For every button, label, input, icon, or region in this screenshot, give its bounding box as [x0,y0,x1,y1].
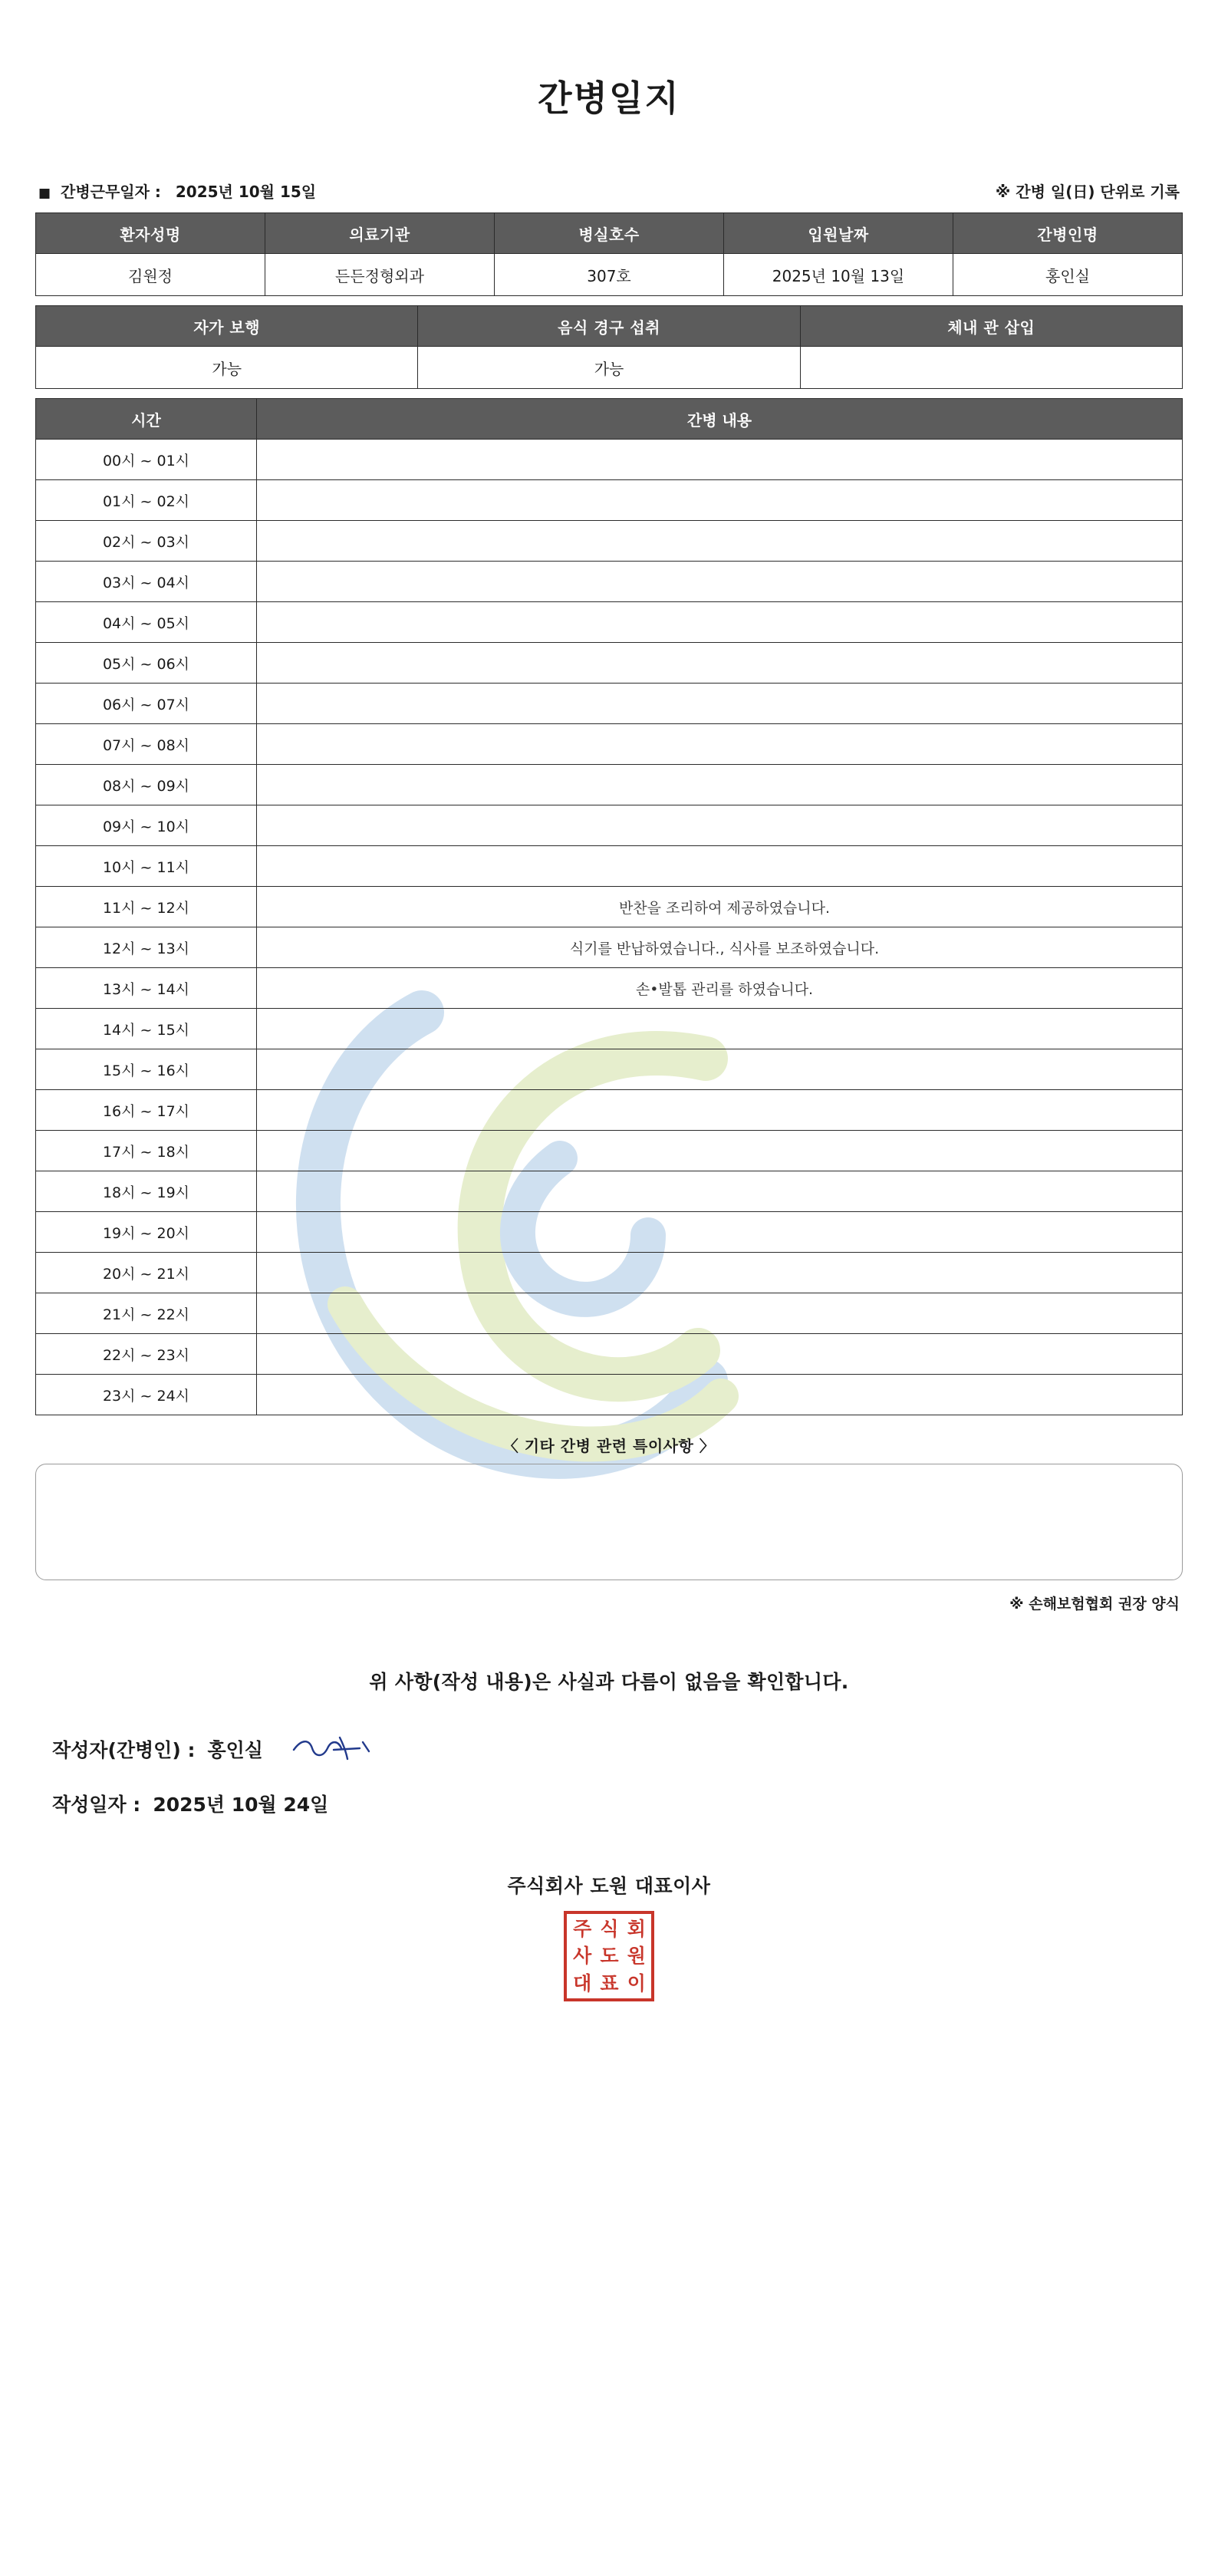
log-content[interactable] [257,1131,1183,1171]
table-row [36,521,1183,562]
log-content[interactable] [257,1212,1183,1253]
log-time: 16시 ~ 17시 [36,1090,257,1131]
record-unit-note: ※ 간병 일(日) 단위로 기록 [995,183,1180,201]
log-content[interactable] [257,1009,1183,1049]
log-content[interactable] [257,1293,1183,1334]
log-time: 17시 ~ 18시 [36,1131,257,1171]
table-row [36,480,1183,521]
table-row [36,1334,1183,1375]
confirmation-statement: 위 사항(작성 내용)은 사실과 다름이 없음을 확인합니다. [369,1671,849,1693]
col-header-care-content: 간병 내용 [257,399,1183,440]
page-title: 간병일지 [538,77,680,119]
stamp-char: 표 [600,1972,618,1995]
notes-input[interactable] [35,1464,1183,1580]
stamp-char: 식 [600,1917,618,1940]
table-row [36,347,1183,389]
work-date-value: 2025년 10월 15일 [175,183,317,201]
log-content[interactable] [257,562,1183,602]
col-header-room-number: 병실호수 [495,213,724,254]
log-time: 19시 ~ 20시 [36,1212,257,1253]
company-line: 주식회사 도원 대표이사 [507,1875,711,1897]
table-row [36,1009,1183,1049]
log-time: 21시 ~ 22시 [36,1293,257,1334]
value-oral-intake: 가능 [418,347,800,389]
value-caregiver-name: 홍인실 [953,254,1183,296]
log-time: 08시 ~ 09시 [36,765,257,805]
col-header-internal-tube: 체내 관 삽입 [800,306,1182,347]
stamp-wrapper [35,1911,1183,2001]
author-row [35,1731,1183,1767]
write-date-value: 2025년 10월 24일 [153,1794,329,1816]
patient-info-table [35,212,1183,296]
write-date-label: 작성일자 : [52,1794,141,1816]
log-content[interactable] [257,1049,1183,1090]
log-content[interactable] [257,440,1183,480]
table-row [36,1375,1183,1415]
log-time: 06시 ~ 07시 [36,684,257,724]
table-row [36,1090,1183,1131]
log-time: 11시 ~ 12시 [36,887,257,927]
notes-caption: 〈 기타 간병 관련 특이사항 〉 [502,1437,716,1455]
log-time: 12시 ~ 13시 [36,927,257,968]
table-row [36,887,1183,927]
log-time: 04시 ~ 05시 [36,602,257,643]
col-header-self-walking: 자가 보행 [36,306,418,347]
value-patient-name: 김원정 [36,254,265,296]
log-content[interactable] [257,1334,1183,1375]
table-row [36,1212,1183,1253]
signature-icon [289,1731,381,1767]
table-row [36,562,1183,602]
log-time: 13시 ~ 14시 [36,968,257,1009]
table-row [36,805,1183,846]
log-content[interactable] [257,846,1183,887]
value-medical-institution: 든든정형외과 [265,254,495,296]
table-row-header [36,306,1183,347]
col-header-time: 시간 [36,399,257,440]
work-date-label: 간병근무일자 : [61,183,161,201]
table-row [36,927,1183,968]
table-row-header [36,399,1183,440]
log-content[interactable]: 식기를 반납하였습니다., 식사를 보조하였습니다. [257,927,1183,968]
author-label: 작성자(간병인) : [52,1739,196,1761]
table-row [36,1293,1183,1334]
col-header-caregiver-name: 간병인명 [953,213,1183,254]
col-header-patient-name: 환자성명 [36,213,265,254]
log-content[interactable] [257,805,1183,846]
log-content[interactable] [257,1253,1183,1293]
value-room-number: 307호 [495,254,724,296]
form-source-note: ※ 손해보험협회 권장 양식 [1009,1596,1180,1612]
col-header-medical-institution: 의료기관 [265,213,495,254]
table-row [36,440,1183,480]
log-time: 18시 ~ 19시 [36,1171,257,1212]
stamp-char: 사 [573,1945,591,1968]
log-content[interactable] [257,602,1183,643]
table-row [36,602,1183,643]
log-content[interactable] [257,480,1183,521]
col-header-oral-intake: 음식 경구 섭취 [418,306,800,347]
work-date-line [38,180,316,202]
log-time: 22시 ~ 23시 [36,1334,257,1375]
company-seal-stamp [564,1911,654,2001]
table-row [36,1253,1183,1293]
log-content[interactable] [257,521,1183,562]
log-time: 03시 ~ 04시 [36,562,257,602]
value-internal-tube [800,347,1182,389]
table-row [36,846,1183,887]
log-time: 05시 ~ 06시 [36,643,257,684]
log-time: 23시 ~ 24시 [36,1375,257,1415]
table-row-header [36,213,1183,254]
table-row [36,684,1183,724]
value-self-walking: 가능 [36,347,418,389]
log-content[interactable] [257,643,1183,684]
log-time: 20시 ~ 21시 [36,1253,257,1293]
col-header-admission-date: 입원날짜 [724,213,953,254]
log-time: 14시 ~ 15시 [36,1009,257,1049]
log-time: 02시 ~ 03시 [36,521,257,562]
hourly-log-table [35,398,1183,1415]
table-row [36,254,1183,296]
subheader [35,180,1183,202]
log-time: 10시 ~ 11시 [36,846,257,887]
table-row [36,968,1183,1009]
stamp-char: 원 [627,1945,645,1968]
stamp-char: 이 [627,1972,645,1995]
bottom-spacer [35,2001,1183,2070]
log-time: 07시 ~ 08시 [36,724,257,765]
stamp-char: 대 [573,1972,591,1995]
table-row [36,1131,1183,1171]
author-value: 홍인실 [207,1739,263,1761]
log-content[interactable] [257,684,1183,724]
condition-table [35,305,1183,389]
write-date-row [35,1790,1183,1817]
table-row [36,724,1183,765]
log-content[interactable] [257,724,1183,765]
stamp-char: 회 [627,1917,645,1940]
log-content[interactable]: 손•발톱 관리를 하였습니다. [257,968,1183,1009]
bullet-square-icon: ■ [38,186,51,201]
log-content[interactable]: 반찬을 조리하여 제공하였습니다. [257,887,1183,927]
spacer [35,296,1183,305]
table-row [36,1049,1183,1090]
table-row [36,1171,1183,1212]
log-content[interactable] [257,1375,1183,1415]
log-content[interactable] [257,1090,1183,1131]
log-content[interactable] [257,765,1183,805]
log-time: 00시 ~ 01시 [36,440,257,480]
table-row [36,643,1183,684]
stamp-char: 주 [573,1917,591,1940]
stamp-char: 도 [600,1945,618,1968]
log-time: 15시 ~ 16시 [36,1049,257,1090]
value-admission-date: 2025년 10월 13일 [724,254,953,296]
log-time: 01시 ~ 02시 [36,480,257,521]
log-content[interactable] [257,1171,1183,1212]
log-time: 09시 ~ 10시 [36,805,257,846]
table-row [36,765,1183,805]
